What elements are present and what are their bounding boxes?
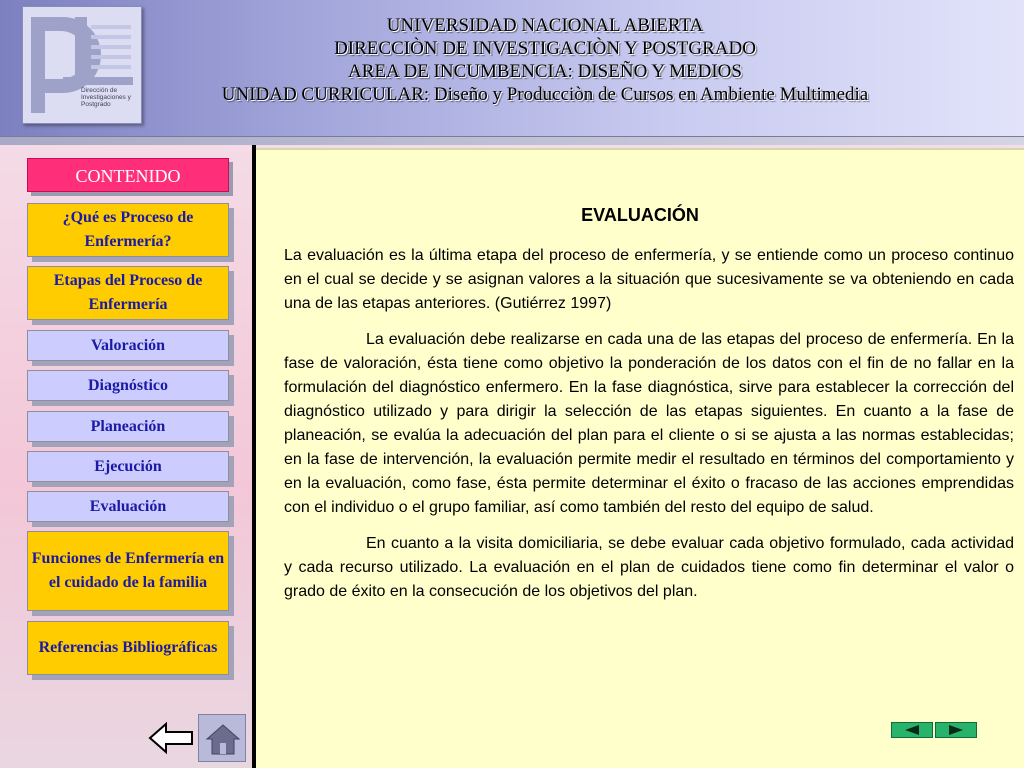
sidebar-item-diagnostico[interactable]: Diagnóstico — [27, 370, 229, 401]
header-title-block — [180, 14, 910, 106]
sidebar-item-valoracion[interactable]: Valoración — [27, 330, 229, 361]
article-body — [284, 244, 1014, 616]
page-title: EVALUACIÓN — [581, 205, 699, 225]
sidebar-item-ejecucion[interactable]: Ejecución — [27, 451, 229, 482]
header-line-university: UNIVERSIDAD NACIONAL ABIERTA — [386, 15, 704, 36]
header-line-unit: UNIDAD CURRICULAR: Diseño y Producciòn de Cursos en Ambiente Multimedia — [221, 84, 869, 105]
sidebar-item-referencias[interactable]: Referencias Bibliográficas — [27, 621, 229, 675]
triangle-right-icon — [949, 725, 963, 735]
university-logo — [22, 6, 142, 124]
content-top-rule — [256, 148, 1024, 150]
header-line-area: AREA DE INCUMBENCIA: DISEÑO Y MEDIOS — [348, 61, 742, 82]
sidebar-item-etapas-proceso[interactable]: Etapas del Proceso de Enfermería — [27, 266, 229, 320]
header-line-direction: DIRECCIÒN DE INVESTIGACIÒN Y POSTGRADO — [334, 38, 756, 59]
back-arrow-icon[interactable] — [148, 718, 196, 758]
home-button[interactable] — [198, 714, 246, 762]
article-paragraph: La evaluación es la última etapa del proceso de enfermería, y se entiende como un proceso continuo en el cual se decide y se asignan valores a la situación que sucesivamente se va obteniendo en cada una de las etapas anteriores. (Gutiérrez 1997) — [284, 247, 1014, 312]
sidebar-item-planeacion[interactable]: Planeación — [27, 411, 229, 442]
article-paragraph: En cuanto a la visita domiciliaria, se debe evaluar cada objetivo formulado, cada actividad y cada recurso utilizado. La evaluación en el plan de cuidados tiene como fin determinar el valor o grado de éxito en la consecución de los objetivos del plan. — [284, 535, 1014, 600]
sidebar-item-funciones-enfermeria[interactable]: Funciones de Enfermería en el cuidado de la familia — [27, 531, 229, 611]
sidebar-item-evaluacion[interactable]: Evaluación — [27, 491, 229, 522]
header-banner — [0, 0, 1024, 136]
article-paragraph: La evaluación debe realizarse en cada una de las etapas del proceso de enfermería. En la fase de valoración, ésta tiene como objetivo la ponderación de los datos con el fin de no fallar en la formulación del diagnóstico enfermero. En la fase diagnóstica, sirve para establecer la corrección del diagnóstico utilizado y para dirigir la selección de las etapas siguientes. En cuanto a la fase de planeación, se evalúa la adecuación del plan para el cliente o si se ajusta a las normas establecidas; en la fase de intervención, la evaluación permite medir el resultado en términos del comportamiento y en la evaluación, como fase, ésta permite determinar el éxito o fracaso de las acciones emprendidas con el individuo o el grupo familiar, así como también del resto del equipo de salud. — [284, 331, 1014, 516]
header-divider — [0, 136, 1024, 145]
sidebar-heading: CONTENIDO — [27, 158, 229, 192]
triangle-left-icon — [905, 725, 919, 735]
home-icon — [205, 721, 241, 757]
next-page-button[interactable] — [935, 722, 977, 738]
sidebar-item-que-es-proceso[interactable]: ¿Qué es Proceso de Enfermería? — [27, 203, 229, 257]
logo-caption: Dirección de Investigaciones y Postgrado — [81, 87, 131, 108]
previous-page-button[interactable] — [891, 722, 933, 738]
